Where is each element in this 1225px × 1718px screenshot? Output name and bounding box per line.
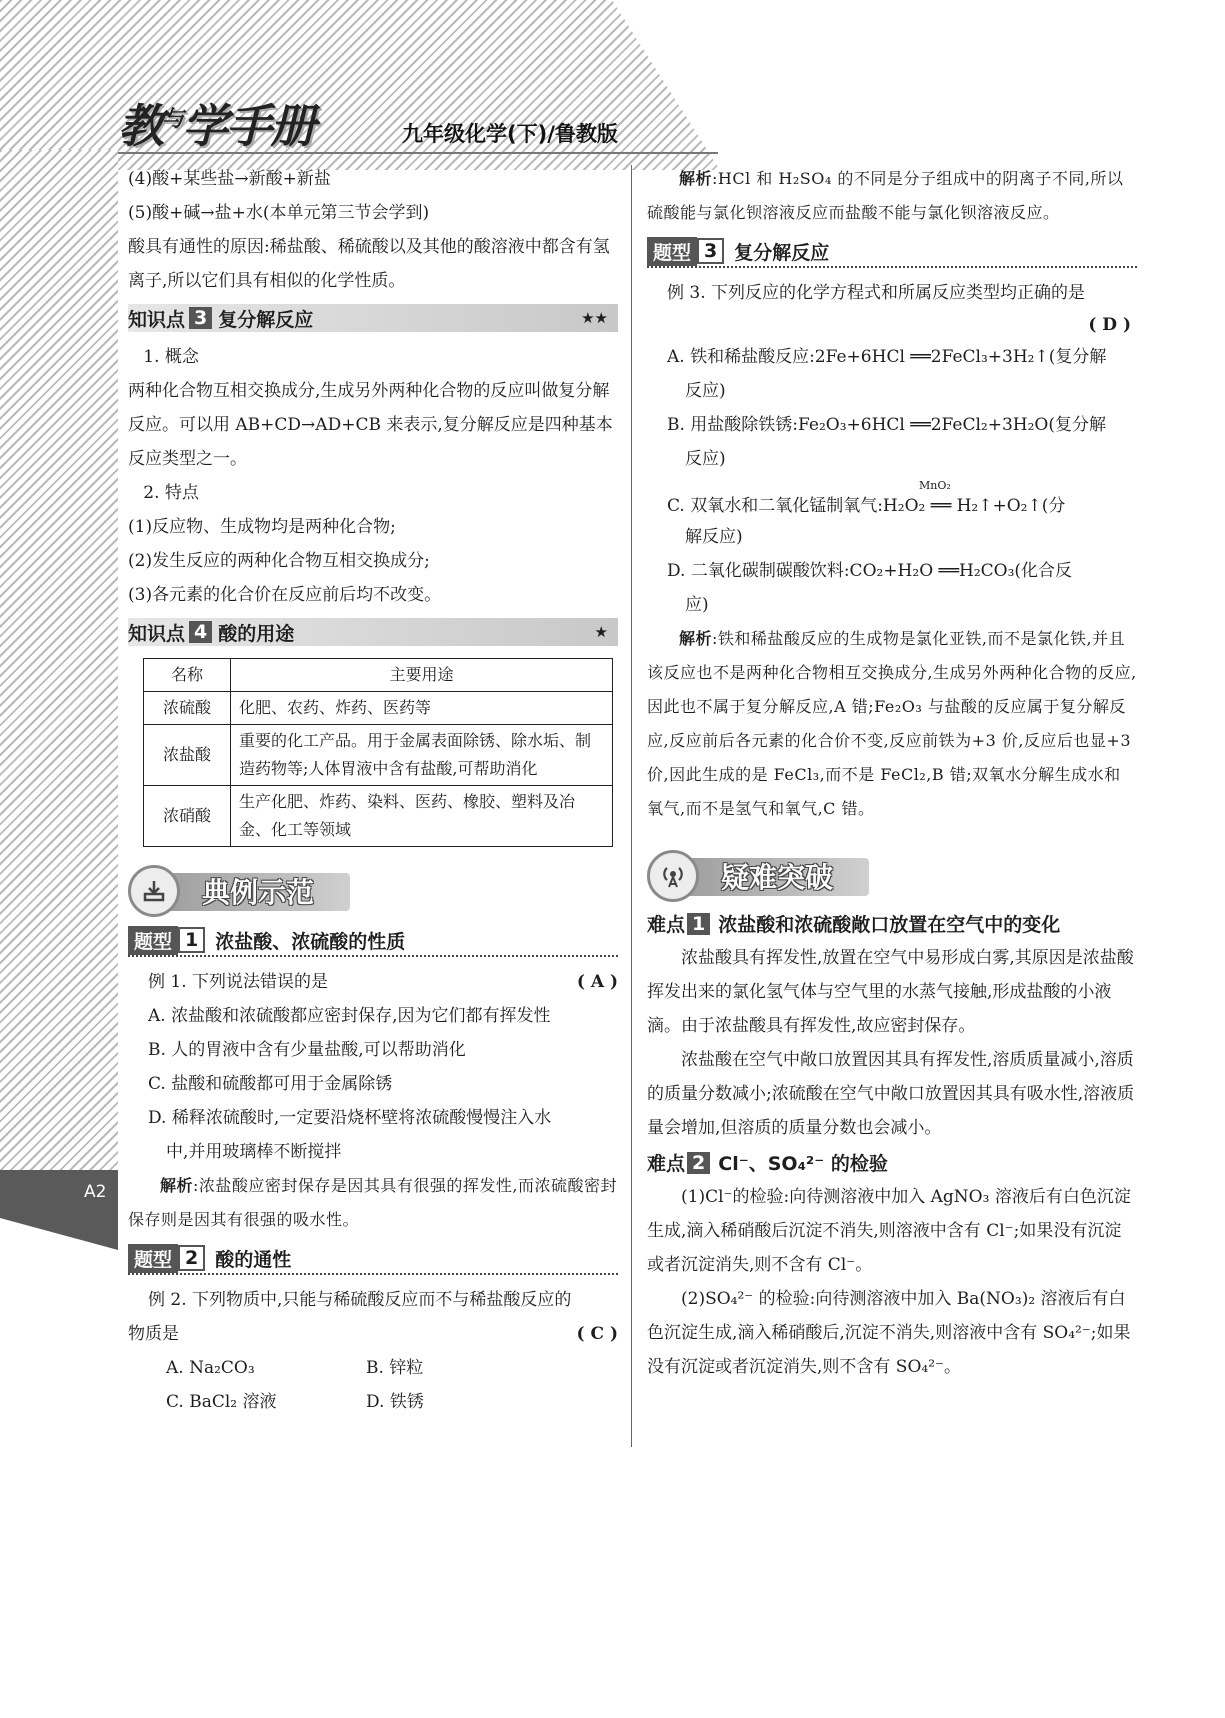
concept-text: 两种化合物互相交换成分,生成另外两种化合物的反应叫做复分解反应。可以用 AB+CD→AD+CB 来表示,复分解反应是四种基本反应类型之一。 [128,381,613,469]
option-c-continued: 解反应) [685,527,743,547]
knowledge-point-3-header: 知识点 3 复分解反应 ★★ [128,304,618,332]
example-2-question-cont: 物质是 ( C ) [128,1317,618,1351]
difficulty-2-paragraph-2: (2)SO₄²⁻ 的检验:向待测溶液中加入 Ba(NO₃)₂ 溶液后有白色沉淀生成,滴入稀硝酸后,沉淀不消失,则溶液中含有 SO₄²⁻;如果没有沉淀或者沉淀消失,则不含有 SO₄²⁻。 [647,1289,1131,1377]
concept-title: 1. 概念 [143,347,199,367]
option-d: D. 二氧化碳制碳酸饮料:CO₂+H₂O ══H₂CO₃(化合反 [667,561,1073,581]
feature-3: (3)各元素的化合价在反应前后均不改变。 [128,585,442,605]
difficulty-2-paragraph-1: (1)Cl⁻的检验:向待测溶液中加入 AgNO₃ 溶液后有白色沉淀生成,滴入稀硝酸后沉淀不消失,则溶液中含有 Cl⁻;如果没有沉淀或者沉淀消失,则不含有 Cl⁻。 [647,1187,1131,1275]
download-icon [128,865,180,917]
acid-uses-table [143,658,613,847]
difficulty-1-paragraph-1: 浓盐酸具有挥发性,放置在空气中易形成白雾,其原因是浓盐酸挥发出来的氯化氢气体与空气里的水蒸气接触,形成盐酸的小液滴。由于浓盐酸具有挥发性,故应密封保存。 [647,948,1134,1036]
table-cell: 浓硝酸 [144,786,231,847]
answer: ( C ) [576,1324,618,1344]
importance-stars: ★ [594,623,608,641]
difficulty-1-paragraph-2: 浓盐酸在空气中敞口放置因其具有挥发性,溶质质量减小,溶质的质量分数减小;浓硫酸在空气中敞口放置因其具有吸水性,溶液质量会增加,但溶质的质量分数也会减小。 [647,1050,1135,1138]
table-cell: 浓盐酸 [144,725,231,786]
option-b: B. 锌粒 [366,1358,424,1378]
left-column [128,162,618,1419]
column-divider [631,165,632,1447]
intro-paragraph: 酸具有通性的原因:稀盐酸、稀硫酸以及其他的酸溶液中都含有氢离子,所以它们具有相似的化学性质。 [128,237,610,291]
book-logo: 教与学手册 [118,99,315,153]
difficulty-2-header: 难点 2 Cl⁻、SO₄²⁻ 的检验 [647,1151,888,1175]
example-3-question: 例 3. 下列反应的化学方程式和所属反应类型均正确的是 [667,283,1086,303]
analysis-1: 解析:浓盐酸应密封保存是因其具有很强的挥发性,而浓硫酸密封保存则是因其有很强的吸水性。 [128,1176,617,1229]
option-c: C. 盐酸和硫酸都可用于金属除锈 [148,1074,393,1094]
example-1-question: 例 1. 下列说法错误的是 ( A ) [128,965,618,999]
analysis-3: 解析:铁和稀盐酸反应的生成物是氯化亚铁,而不是氯化铁,并且该反应也不是两种化合物相互交换成分,生成另外两种化合物的反应,因此也不属于复分解反应,A 错;Fe₂O₃ 与盐酸的反应属于复分解反应,反应前后各元素的化合价不变,反应前铁为+3 价,反应后也显+3 价,因此生成的是 FeCl₃,而不是 FeCl₂,B 错;双氧水分解生成水和氧气,而不是氢气和氧气,C 错。 [647,629,1137,818]
table-cell: 生产化肥、炸药、染料、医药、橡胶、塑料及冶金、化工等领域 [231,786,613,847]
option-d-continued: 中,并用玻璃棒不断搅拌 [166,1142,342,1162]
feature-2: (2)发生反应的两种化合物互相交换成分; [128,551,430,571]
table-row [144,725,613,786]
table-cell: 浓硫酸 [144,692,231,725]
table-header: 名称 [144,659,231,692]
example-2-question: 例 2. 下列物质中,只能与稀硫酸反应而不与稀盐酸反应的 [148,1290,572,1310]
difficulty-1-header: 难点 1 浓盐酸和浓硫酸敞口放置在空气中的变化 [647,912,1061,936]
table-cell: 重要的化工产品。用于金属表面除锈、除水垢、制造药物等;人体胃液中含有盐酸,可帮助消化 [231,725,613,786]
section-banner-examples: 典例示范 [128,867,343,915]
option-a: A. Na₂CO₃ [166,1358,255,1378]
page-number: A2 [84,1182,107,1202]
option-d: D. 铁锈 [366,1392,424,1412]
answer: ( D ) [1088,315,1131,335]
right-column [647,162,1137,1384]
section-banner-difficulties: 疑难突破 [647,852,862,900]
feature-title: 2. 特点 [143,483,199,503]
knowledge-point-4-header: 知识点 4 酸的用途 ★ [128,618,618,646]
table-cell: 化肥、农药、炸药、医药等 [231,692,613,725]
option-b: B. 人的胃液中含有少量盐酸,可以帮助消化 [148,1040,466,1060]
signal-icon [647,850,699,902]
option-d: D. 稀释浓硫酸时,一定要沿烧杯壁将浓硫酸慢慢注入水 [148,1108,552,1128]
question-type-1-header: 题型 1 浓盐酸、浓硫酸的性质 [128,925,618,957]
feature-1: (1)反应物、生成物均是两种化合物; [128,517,396,537]
example-2-options [128,1351,618,1419]
table-row [144,786,613,847]
answer: ( A ) [576,972,618,992]
option-b-continued: 反应) [685,449,726,469]
question-type-2-header: 题型 2 酸的通性 [128,1243,618,1275]
intro-line-5: (5)酸+碱→盐+水(本单元第三节会学到) [128,203,430,223]
option-c: C. 双氧水和二氧化锰制氧气:H₂O₂ ══ H₂↑+O₂↑(分 [667,496,1066,516]
importance-stars: ★★ [581,309,608,327]
option-b: B. 用盐酸除铁锈:Fe₂O₃+6HCl ══2FeCl₂+3H₂O(复分解 [667,415,1106,435]
option-c: C. BaCl₂ 溶液 [166,1392,277,1412]
table-row [144,692,613,725]
table-header-row [144,659,613,692]
option-a: A. 铁和稀盐酸反应:2Fe+6HCl ══2FeCl₃+3H₂↑(复分解 [667,347,1107,367]
intro-line-4: (4)酸+某些盐→新酸+新盐 [128,169,331,189]
question-type-3-header: 题型 3 复分解反应 [647,236,1137,268]
option-a: A. 浓盐酸和浓硫酸都应密封保存,因为它们都有挥发性 [148,1006,551,1026]
option-a-continued: 反应) [685,381,726,401]
option-d-continued: 应) [685,595,709,615]
analysis-2: 解析:HCl 和 H₂SO₄ 的不同是分子组成中的阴离子不同,所以硫酸能与氯化钡溶液反应而盐酸不能与氯化钡溶液反应。 [647,169,1124,222]
table-header: 主要用途 [231,659,613,692]
side-stripe-decoration [0,150,118,1170]
option-c-catalyst: MnO₂ [919,479,951,492]
book-title: 九年级化学(下)/鲁教版 [402,122,618,146]
